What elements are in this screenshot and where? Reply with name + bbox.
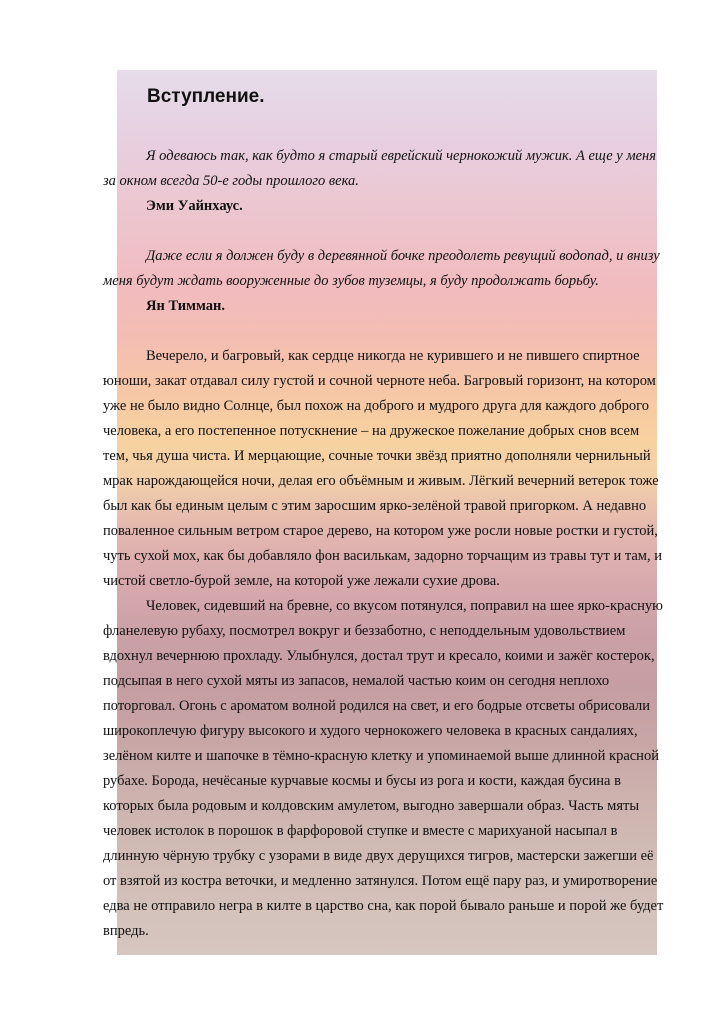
- paragraph-1-line: тем, чья душа чиста. И мерцающие, сочные точки звёзд приятно дополняли чернильный: [103, 448, 651, 464]
- paragraph-2-line: длинную чёрную трубку с узорами в виде двух дерущихся тигров, мастерски зажегши её: [103, 848, 654, 864]
- paragraph-2-line: широкоплечую фигуру высокого и худого чернокожего человека в красных сандалиях,: [103, 723, 638, 739]
- paragraph-1-line: Вечерело, и багровый, как сердце никогда не курившего и не пившего спиртное: [146, 348, 640, 364]
- paragraph-1-line: поваленное сильным ветром старое дерево, на котором уже росли новые ростки и густой,: [103, 523, 658, 539]
- paragraph-1-line: человека, а его постепенное потускнение – на дружеское пожелание добрых снов всем: [103, 423, 640, 439]
- paragraph-2-line: поторговал. Огонь с ароматом волной родился на свет, и его бодрые отсветы обрисовали: [103, 698, 651, 714]
- page-title: Вступление.: [147, 86, 265, 107]
- paragraph-2-line: впредь.: [103, 923, 149, 939]
- paragraph-1-line: уже не было видно Солнце, был похож на доброго и мудрого друга для каждого доброго: [103, 398, 649, 414]
- paragraph-1-line: был как бы единым целым с этим заросшим ярко-зелёной травой пригорком. А недавно: [103, 498, 647, 514]
- paragraph-2-line: человек истолок в порошок в фарфоровой ступке и вместе с марихуаной насыпал в: [103, 823, 618, 839]
- paragraph-2-line: рубахе. Борода, нечёсаные курчавые космы и бусы из рога и кости, каждая бусина в: [103, 773, 621, 789]
- paragraph-2-line: Человек, сидевший на бревне, со вкусом потянулся, поправил на шее ярко-красную: [146, 598, 663, 614]
- epigraph-2-line-1: Даже если я должен буду в деревянной бочке преодолеть ревущий водопад, и внизу: [146, 248, 660, 264]
- paragraph-2-line: от взятой из костра веточки, и медленно затянулся. Потом ещё пару раз, и умиротворение: [103, 873, 658, 889]
- paragraph-2-line: зелёном килте и шапочке в тёмно-красную клетку и упоминаемой выше длинной красной: [103, 748, 659, 764]
- epigraph-2-line-2: меня будут ждать вооруженные до зубов туземцы, я буду продолжать борьбу.: [103, 273, 599, 289]
- epigraph-1-line-1: Я одеваюсь так, как будто я старый еврейский чернокожий мужик. А еще у меня: [146, 148, 656, 164]
- paragraph-1-line: юноши, закат отдавал силу густой и сочной черноте неба. Багровый горизонт, на котором: [103, 373, 656, 389]
- epigraph-2-author: Ян Тимман.: [146, 298, 225, 314]
- paragraph-1-line: чистой светло-бурой земле, на которой уже лежали сухие дрова.: [103, 573, 500, 589]
- paragraph-2-line: которых была родовым и колдовским амулетом, выгодно завершали образ. Часть мяты: [103, 798, 640, 814]
- paragraph-2-line: вдохнул вечернюю прохладу. Улыбнулся, достал трут и кресало, коими и зажёг костерок,: [103, 648, 655, 664]
- paragraph-1-line: мрак нарождающейся ночи, делая его объёмным и живым. Лёгкий вечерний ветерок тоже: [103, 473, 659, 489]
- epigraph-1-line-2: за окном всегда 50-е годы прошлого века.: [103, 173, 359, 189]
- paragraph-2-line: едва не отправило негра в килте в царство сна, как порой бывало раньше и порой же будет: [103, 898, 664, 914]
- epigraph-1-author: Эми Уайнхаус.: [146, 198, 243, 214]
- paragraph-2-line: подсыпая в него сухой мяты из запасов, немалой частью коим он сегодня неплохо: [103, 673, 610, 689]
- paragraph-2-line: фланелевую рубаху, посмотрел вокруг и беззаботно, с неподдельным удовольствием: [103, 623, 626, 639]
- paragraph-1-line: чуть сухой мох, как бы добавляло фон василькам, задорно торчащим из травы тут и там, и: [103, 548, 662, 564]
